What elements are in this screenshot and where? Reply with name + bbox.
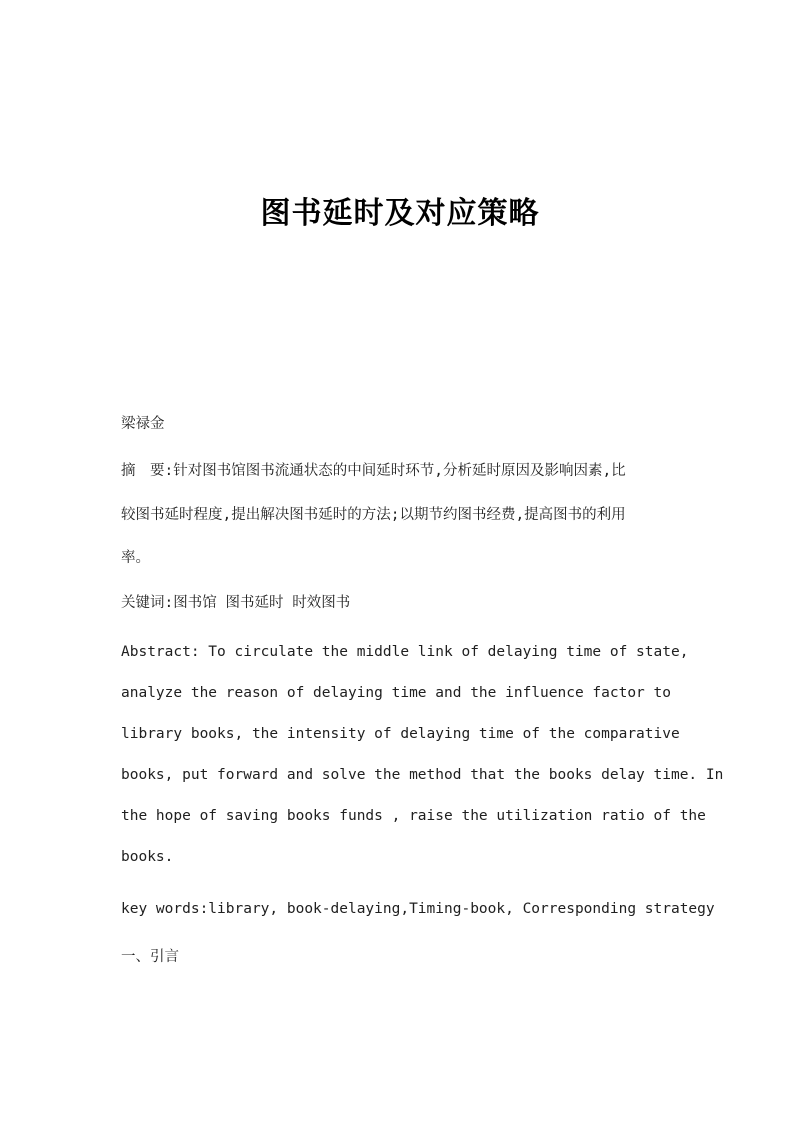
chinese-abstract bbox=[121, 461, 681, 592]
english-abstract bbox=[121, 642, 724, 888]
english-abstract-line: Abstract: To circulate the middle link of delaying time of state, bbox=[121, 644, 689, 660]
english-abstract-line: books. bbox=[121, 849, 174, 865]
chinese-keywords: 关键词:图书馆 图书延时 时效图书 bbox=[121, 595, 351, 611]
chinese-abstract-line: 率。 bbox=[121, 550, 150, 566]
paper-title: 图书延时及对应策略 bbox=[260, 196, 540, 231]
english-abstract-line: analyze the reason of delaying time and the influence factor to bbox=[121, 685, 671, 701]
chinese-abstract-line: 摘 要:针对图书馆图书流通状态的中间延时环节,分析延时原因及影响因素,比 bbox=[121, 463, 626, 479]
english-abstract-line: library books, the intensity of delaying time of the comparative bbox=[121, 726, 680, 742]
chinese-abstract-line: 较图书延时程度,提出解决图书延时的方法;以期节约图书经费,提高图书的利用 bbox=[121, 506, 626, 523]
section-heading: 一、引言 bbox=[121, 949, 179, 965]
english-abstract-line: the hope of saving books funds , raise the utilization ratio of the bbox=[121, 808, 706, 824]
author-name: 梁禄金 bbox=[121, 416, 165, 432]
english-keywords: key words:library, book-delaying,Timing-book, Corresponding strategy bbox=[121, 901, 715, 917]
english-abstract-line: books, put forward and solve the method that the books delay time. In bbox=[121, 767, 724, 783]
